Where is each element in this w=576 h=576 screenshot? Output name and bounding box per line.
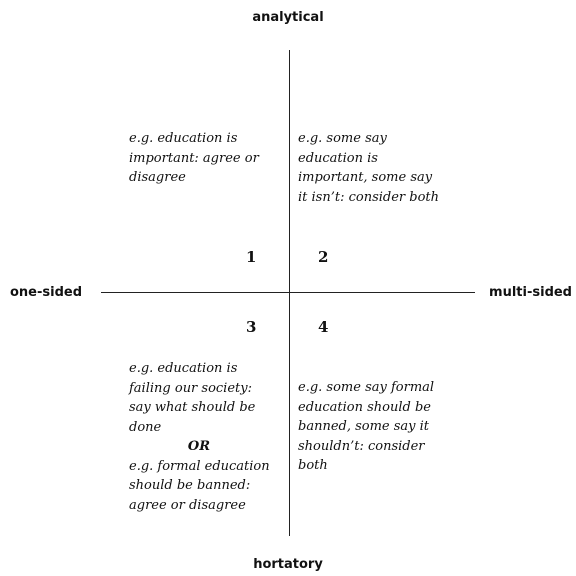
quadrant-3-example bbox=[129, 359, 281, 515]
example-line: e.g. some say formal bbox=[298, 380, 435, 395]
example-line: disagree bbox=[129, 170, 186, 185]
quadrant-1-example bbox=[129, 129, 279, 188]
example-line: agree or disagree bbox=[129, 497, 246, 513]
example-line: should be banned: bbox=[129, 478, 251, 493]
example-line: banned, some say it bbox=[298, 419, 430, 434]
example-line: e.g. some say bbox=[298, 131, 387, 146]
example-line: shouldn’t: consider bbox=[298, 438, 425, 454]
quadrant-number-3: 3 bbox=[246, 318, 257, 336]
example-line: education is bbox=[298, 150, 378, 166]
example-line: both bbox=[298, 458, 328, 473]
axis-label-multi-sided: multi-sided bbox=[489, 285, 572, 300]
example-line: failing our society: bbox=[129, 380, 252, 396]
example-line: important, some say bbox=[298, 170, 433, 185]
example-line: done bbox=[129, 419, 162, 435]
example-line: education should be bbox=[298, 399, 432, 415]
or-connector: OR bbox=[187, 439, 211, 454]
example-line: important: agree or bbox=[129, 150, 259, 166]
axis-label-analytical: analytical bbox=[252, 10, 324, 25]
example-line: say what should be bbox=[129, 400, 256, 415]
axis-label-hortatory: hortatory bbox=[253, 557, 323, 572]
quadrant-4-example bbox=[298, 378, 448, 476]
quadrant-2-example bbox=[298, 129, 458, 207]
quadrant-number-1: 1 bbox=[246, 248, 257, 266]
example-line: e.g. education is bbox=[129, 361, 238, 376]
horizontal-axis-line bbox=[101, 292, 475, 293]
quadrant-number-4: 4 bbox=[318, 318, 329, 336]
example-line: e.g. education is bbox=[129, 131, 238, 146]
vertical-axis-line bbox=[289, 50, 290, 536]
example-line: e.g. formal education bbox=[129, 458, 270, 474]
axis-label-one-sided: one-sided bbox=[10, 285, 83, 300]
example-line: it isn’t: consider both bbox=[298, 189, 440, 205]
quadrant-number-2: 2 bbox=[318, 248, 329, 266]
